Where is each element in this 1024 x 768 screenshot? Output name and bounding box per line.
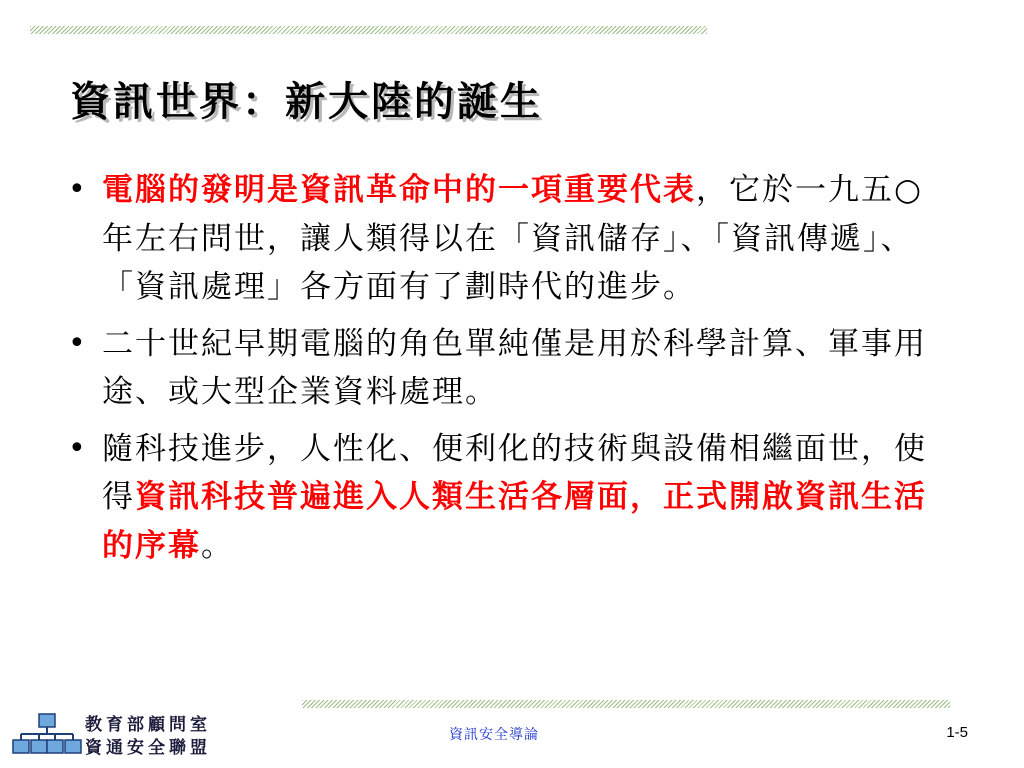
body-text: 隨科技進步，人性化、便利化的技術與設備相繼面世，使得 <box>102 430 927 515</box>
bottom-hatch-divider <box>302 700 950 708</box>
bullet-marker-icon: • <box>68 172 88 207</box>
highlight-text: 電腦的發明是資訊革命中的一項重要代表 <box>102 172 696 208</box>
bullet-list <box>62 166 972 578</box>
bullet-item <box>62 166 972 312</box>
org-name-line-2: 資通安全聯盟 <box>85 738 211 758</box>
body-text: 二十世紀早期電腦的角色單純僅是用於科學計算、軍事用途、或大型企業資料處理。 <box>102 325 927 410</box>
bullet-text <box>102 320 937 417</box>
page-number: 1-5 <box>946 724 968 741</box>
bullet-marker-icon: • <box>68 325 88 361</box>
top-hatch-divider <box>30 26 707 34</box>
highlight-text: 資訊科技普遍進入人類生活各層面，正式開啟資訊生活的序幕 <box>102 479 927 564</box>
body-text: 。 <box>201 527 234 564</box>
logo-graphic <box>12 712 82 760</box>
network-tree-icon <box>12 712 82 760</box>
bullet-item <box>62 320 972 417</box>
bullet-text <box>102 166 937 312</box>
org-name-line-1: 教育部顧問室 <box>85 715 211 735</box>
slide-title: 資訊世界：新大陸的誕生 <box>70 78 543 125</box>
organization-name <box>85 714 211 760</box>
bullet-item <box>62 425 972 571</box>
body-text: ，它於一九五○年左右問世，讓人類得以在「資訊儲存」、「資訊傳遞」、「資訊處理」各方面有了劃時代的進步。 <box>102 172 924 305</box>
bullet-text <box>102 425 937 571</box>
course-title: 資訊安全導論 <box>449 727 539 743</box>
bullet-marker-icon: • <box>68 430 88 466</box>
